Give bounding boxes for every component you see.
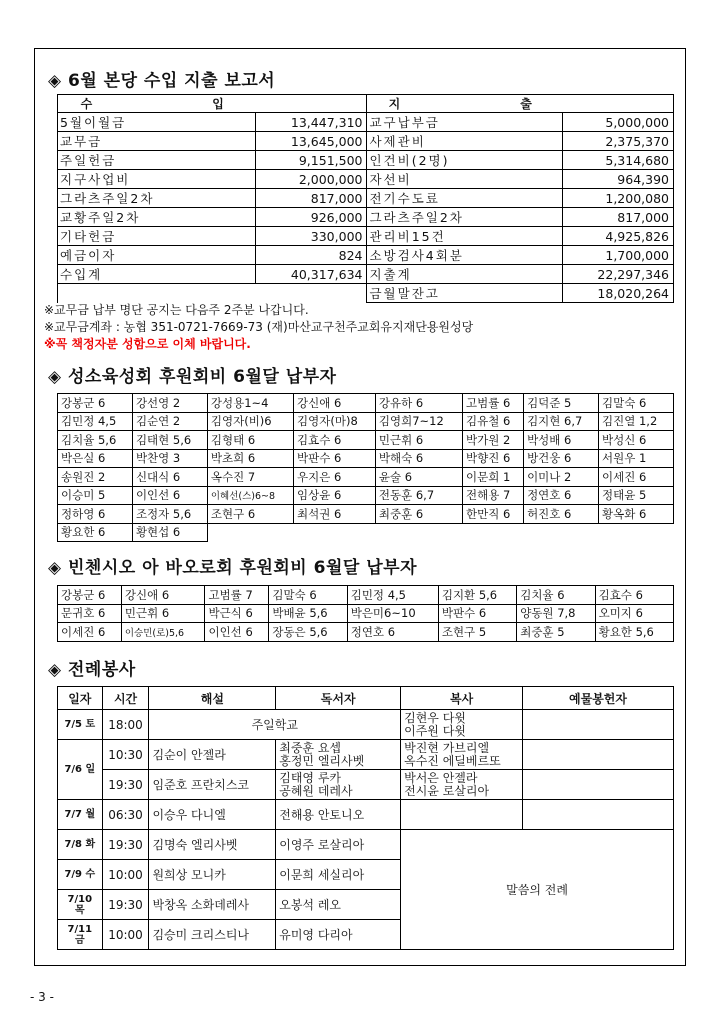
expense-label: 자선비: [367, 170, 563, 189]
donor-cell: 김형태 6: [207, 431, 293, 450]
donor-cell: 박해숙 6: [375, 449, 462, 468]
expense-label: 전기수도료: [367, 189, 563, 208]
date-cell: 7/9 수: [58, 860, 103, 890]
hdr-date: 일자: [58, 687, 103, 710]
hdr-server: 복사: [401, 687, 523, 710]
donor-cell: 김말숙 6: [599, 394, 674, 413]
time-cell: 18:00: [102, 710, 149, 740]
donor-cell: 이문희 1: [463, 468, 524, 487]
balance-amount: 18,020,264: [563, 284, 674, 303]
finance-row: [58, 189, 674, 208]
donor-cell: 김치율 5,6: [58, 431, 133, 450]
donor-cell: 고범률 7: [205, 586, 269, 605]
expense-label: 그라츠주일2차: [367, 208, 563, 227]
donor-cell: 김순연 2: [132, 412, 207, 431]
income-amount: 2,000,000: [255, 170, 367, 189]
donor-cell: [375, 523, 462, 542]
vincent-title: ◈ 빈첸시오 아 바오로회 후원회비 6월달 납부자: [48, 558, 418, 578]
donor-row: [58, 394, 674, 413]
time-cell: 10:30: [102, 740, 149, 770]
donor-row: [58, 604, 674, 623]
donor-cell: 강신애 6: [121, 586, 205, 605]
finance-title: ◈ 6월 본당 수입 지출 보고서: [48, 71, 276, 91]
donor-cell: 정연호 6: [524, 486, 599, 505]
donor-cell: [599, 523, 674, 542]
donor-row: [58, 505, 674, 524]
finance-row: [58, 246, 674, 265]
hdr-reader: 독서자: [276, 687, 401, 710]
income-label: 지구사업비: [58, 170, 256, 189]
commentary-cell: 이승우 다니엘: [149, 800, 276, 830]
donor-cell: 김유철 6: [463, 412, 524, 431]
donor-cell: 강신애 6: [294, 394, 376, 413]
income-label: 기타헌금: [58, 227, 256, 246]
donor-cell: 이혜선(스)6~8: [207, 486, 293, 505]
sunday-school-cell: 주일학교: [149, 710, 401, 740]
donor-cell: 이세진 6: [58, 623, 122, 642]
donor-cell: 황요한 6: [58, 523, 133, 542]
income-amount: 330,000: [255, 227, 367, 246]
income-amount: 13,447,310: [255, 113, 367, 132]
donor-cell: [207, 523, 293, 542]
balance-label: 금월말잔고: [367, 284, 563, 303]
donor-cell: 김민정 4,5: [58, 412, 133, 431]
donor-cell: 민근휘 6: [375, 431, 462, 450]
time-cell: 06:30: [102, 800, 149, 830]
balance-spacer: [58, 284, 367, 303]
donor-cell: 박찬영 3: [132, 449, 207, 468]
income-label: 교무금: [58, 132, 256, 151]
donor-cell: 신대식 6: [132, 468, 207, 487]
donor-cell: 조현구 6: [207, 505, 293, 524]
finance-row: [58, 265, 674, 284]
hdr-commentary: 해설: [149, 687, 276, 710]
donor-cell: 이승미 5: [58, 486, 133, 505]
offering-cell: [523, 740, 674, 770]
donor-cell: 박초희 6: [207, 449, 293, 468]
donor-cell: 최중훈 5: [517, 623, 595, 642]
reader-cell: 오봉석 레오: [276, 890, 401, 920]
page-number: - 3 -: [30, 990, 54, 1004]
donor-cell: 강성용1~4: [207, 394, 293, 413]
donor-cell: 정연호 6: [347, 623, 438, 642]
reader-cell: 유미영 다리아: [276, 920, 401, 950]
expense-amount: 5,314,680: [563, 151, 674, 170]
income-amount: 9,151,500: [255, 151, 367, 170]
commentary-cell: 원희상 모니카: [149, 860, 276, 890]
finance-row: [58, 208, 674, 227]
donor-cell: 박향진 6: [463, 449, 524, 468]
donor-cell: 양동원 7,8: [517, 604, 595, 623]
donor-cell: 김태현 5,6: [132, 431, 207, 450]
donor-cell: 김민정 4,5: [347, 586, 438, 605]
income-header: 수입: [58, 95, 367, 113]
date-cell: 7/6 일: [58, 740, 103, 800]
offering-cell: [523, 800, 674, 830]
donor-cell: 한만직 6: [463, 505, 524, 524]
expense-label: 교구납부금: [367, 113, 563, 132]
vincent-donor-table: [57, 585, 674, 642]
offering-cell: [523, 710, 674, 740]
note-3: ※꼭 책정자분 성함으로 이체 바랍니다.: [44, 337, 251, 351]
expense-label: 인건비(2명): [367, 151, 563, 170]
donor-cell: [463, 523, 524, 542]
donor-cell: 김진열 1,2: [599, 412, 674, 431]
donor-cell: 강유하 6: [375, 394, 462, 413]
finance-row: [58, 227, 674, 246]
donor-cell: 박은미6~10: [347, 604, 438, 623]
expense-amount: 2,375,370: [563, 132, 674, 151]
donor-cell: 임상윤 6: [294, 486, 376, 505]
donor-cell: 황요한 5,6: [595, 623, 673, 642]
donor-cell: 옥수진 7: [207, 468, 293, 487]
donor-cell: 전동훈 6,7: [375, 486, 462, 505]
donor-cell: 이미나 2: [524, 468, 599, 487]
donor-cell: 허진호 6: [524, 505, 599, 524]
income-label: 수입계: [58, 265, 256, 284]
donor-cell: 이인선 6: [205, 623, 269, 642]
word-liturgy-cell: 말씀의 전례: [401, 830, 674, 950]
donor-row: [58, 468, 674, 487]
income-amount: 824: [255, 246, 367, 265]
donor-cell: 김치율 6: [517, 586, 595, 605]
donor-cell: 이승민(로)5,6: [121, 623, 205, 642]
income-label: 주일헌금: [58, 151, 256, 170]
date-cell: 7/5 토: [58, 710, 103, 740]
server-cell: 박진현 가브리엘 옥수진 에딜베르또: [401, 740, 523, 770]
donor-cell: 박판수 6: [438, 604, 516, 623]
donor-row: [58, 449, 674, 468]
donor-cell: 박판수 6: [294, 449, 376, 468]
note-1: ※교무금 납부 명단 공지는 다음주 2주분 나갑니다.: [44, 303, 309, 317]
donor-cell: 정하영 6: [58, 505, 133, 524]
hdr-offering: 예물봉헌자: [523, 687, 674, 710]
donor-cell: 박가원 2: [463, 431, 524, 450]
donor-cell: 강봉군 6: [58, 394, 133, 413]
donor-cell: [524, 523, 599, 542]
income-label: 5월이월금: [58, 113, 256, 132]
liturgy-title: ◈ 전례봉사: [48, 660, 136, 680]
hdr-time: 시간: [102, 687, 149, 710]
donor-cell: 김지환 5,6: [438, 586, 516, 605]
donor-cell: 강선영 2: [132, 394, 207, 413]
time-cell: 19:30: [102, 830, 149, 860]
donor-cell: 김지현 6,7: [524, 412, 599, 431]
commentary-cell: 김순이 안젤라: [149, 740, 276, 770]
youth-donor-table: [57, 393, 674, 542]
income-amount: 40,317,634: [255, 265, 367, 284]
donor-cell: 최석권 6: [294, 505, 376, 524]
donor-cell: 고범률 6: [463, 394, 524, 413]
donor-row: [58, 412, 674, 431]
server-cell: [401, 800, 523, 830]
donor-cell: 김효수 6: [294, 431, 376, 450]
finance-row: [58, 132, 674, 151]
expense-header: 지출: [367, 95, 674, 113]
donor-cell: 윤술 6: [375, 468, 462, 487]
donor-row: [58, 586, 674, 605]
date-cell: 7/8 화: [58, 830, 103, 860]
note-2: ※교무금계좌 : 농협 351-0721-7669-73 (재)마산교구천주교회유지재단용원성당: [44, 320, 474, 334]
donor-row: [58, 486, 674, 505]
donor-cell: 김영자(마)8: [294, 412, 376, 431]
reader-cell: 이문희 세실리아: [276, 860, 401, 890]
finance-row: [58, 113, 674, 132]
expense-label: 지출계: [367, 265, 563, 284]
date-cell: 7/10 목: [58, 890, 103, 920]
donor-cell: 김영자(비)6: [207, 412, 293, 431]
server-cell: 박서은 안젤라 전시윤 로살리아: [401, 770, 523, 800]
balance-row: [58, 284, 674, 303]
youth-title: ◈ 성소육성회 후원회비 6월달 납부자: [48, 367, 337, 387]
income-label: 교황주일2차: [58, 208, 256, 227]
commentary-cell: 김승미 크리스티나: [149, 920, 276, 950]
donor-cell: 김효수 6: [595, 586, 673, 605]
time-cell: 19:30: [102, 770, 149, 800]
donor-cell: 정태윤 5: [599, 486, 674, 505]
donor-cell: 김덕준 5: [524, 394, 599, 413]
donor-cell: [294, 523, 376, 542]
donor-cell: 민근휘 6: [121, 604, 205, 623]
donor-cell: 강봉군 6: [58, 586, 122, 605]
donor-row: [58, 623, 674, 642]
donor-cell: 황현섭 6: [132, 523, 207, 542]
donor-cell: 오미지 6: [595, 604, 673, 623]
donor-row: [58, 431, 674, 450]
donor-cell: 박근식 6: [205, 604, 269, 623]
donor-cell: 조정자 5,6: [132, 505, 207, 524]
finance-row: [58, 170, 674, 189]
offering-cell: [523, 770, 674, 800]
reader-cell: 김태영 루카 공혜원 데레사: [276, 770, 401, 800]
income-amount: 926,000: [255, 208, 367, 227]
donor-cell: 박은실 6: [58, 449, 133, 468]
donor-cell: 박성신 6: [599, 431, 674, 450]
donor-cell: 우지은 6: [294, 468, 376, 487]
notes: [44, 302, 473, 353]
income-amount: 13,645,000: [255, 132, 367, 151]
donor-cell: 황옥화 6: [599, 505, 674, 524]
date-cell: 7/11 금: [58, 920, 103, 950]
reader-cell: 최중훈 요셉 홍정민 엘리사벳: [276, 740, 401, 770]
commentary-cell: 김명숙 엘리사벳: [149, 830, 276, 860]
commentary-cell: 임준호 프란치스코: [149, 770, 276, 800]
expense-amount: 964,390: [563, 170, 674, 189]
expense-amount: 1,200,080: [563, 189, 674, 208]
donor-cell: 서원우 1: [599, 449, 674, 468]
expense-amount: 1,700,000: [563, 246, 674, 265]
donor-cell: 박성배 6: [524, 431, 599, 450]
reader-cell: 전해용 안토니오: [276, 800, 401, 830]
income-label: 예금이자: [58, 246, 256, 265]
donor-cell: 김영희7~12: [375, 412, 462, 431]
server-cell: 김현우 다윗 이주원 다윗: [401, 710, 523, 740]
expense-label: 사제관비: [367, 132, 563, 151]
donor-cell: 이인선 6: [132, 486, 207, 505]
expense-amount: 817,000: [563, 208, 674, 227]
reader-cell: 이영주 로살리아: [276, 830, 401, 860]
finance-table: [57, 94, 674, 303]
donor-cell: 방건웅 6: [524, 449, 599, 468]
donor-cell: 문귀호 6: [58, 604, 122, 623]
donor-row: [58, 523, 674, 542]
income-label: 그라츠주일2차: [58, 189, 256, 208]
finance-row: [58, 151, 674, 170]
liturgy-table: [57, 686, 674, 950]
donor-cell: 조현구 5: [438, 623, 516, 642]
date-cell: 7/7 월: [58, 800, 103, 830]
donor-cell: 박배윤 5,6: [269, 604, 347, 623]
expense-label: 관리비15건: [367, 227, 563, 246]
expense-amount: 4,925,826: [563, 227, 674, 246]
donor-cell: 이세진 6: [599, 468, 674, 487]
expense-label: 소방검사4회분: [367, 246, 563, 265]
time-cell: 19:30: [102, 890, 149, 920]
donor-cell: 전해용 7: [463, 486, 524, 505]
income-amount: 817,000: [255, 189, 367, 208]
donor-cell: 최중훈 6: [375, 505, 462, 524]
donor-cell: 장동은 5,6: [269, 623, 347, 642]
expense-amount: 5,000,000: [563, 113, 674, 132]
time-cell: 10:00: [102, 860, 149, 890]
donor-cell: 송원진 2: [58, 468, 133, 487]
expense-amount: 22,297,346: [563, 265, 674, 284]
commentary-cell: 박창옥 소화데레사: [149, 890, 276, 920]
donor-cell: 김말숙 6: [269, 586, 347, 605]
time-cell: 10:00: [102, 920, 149, 950]
